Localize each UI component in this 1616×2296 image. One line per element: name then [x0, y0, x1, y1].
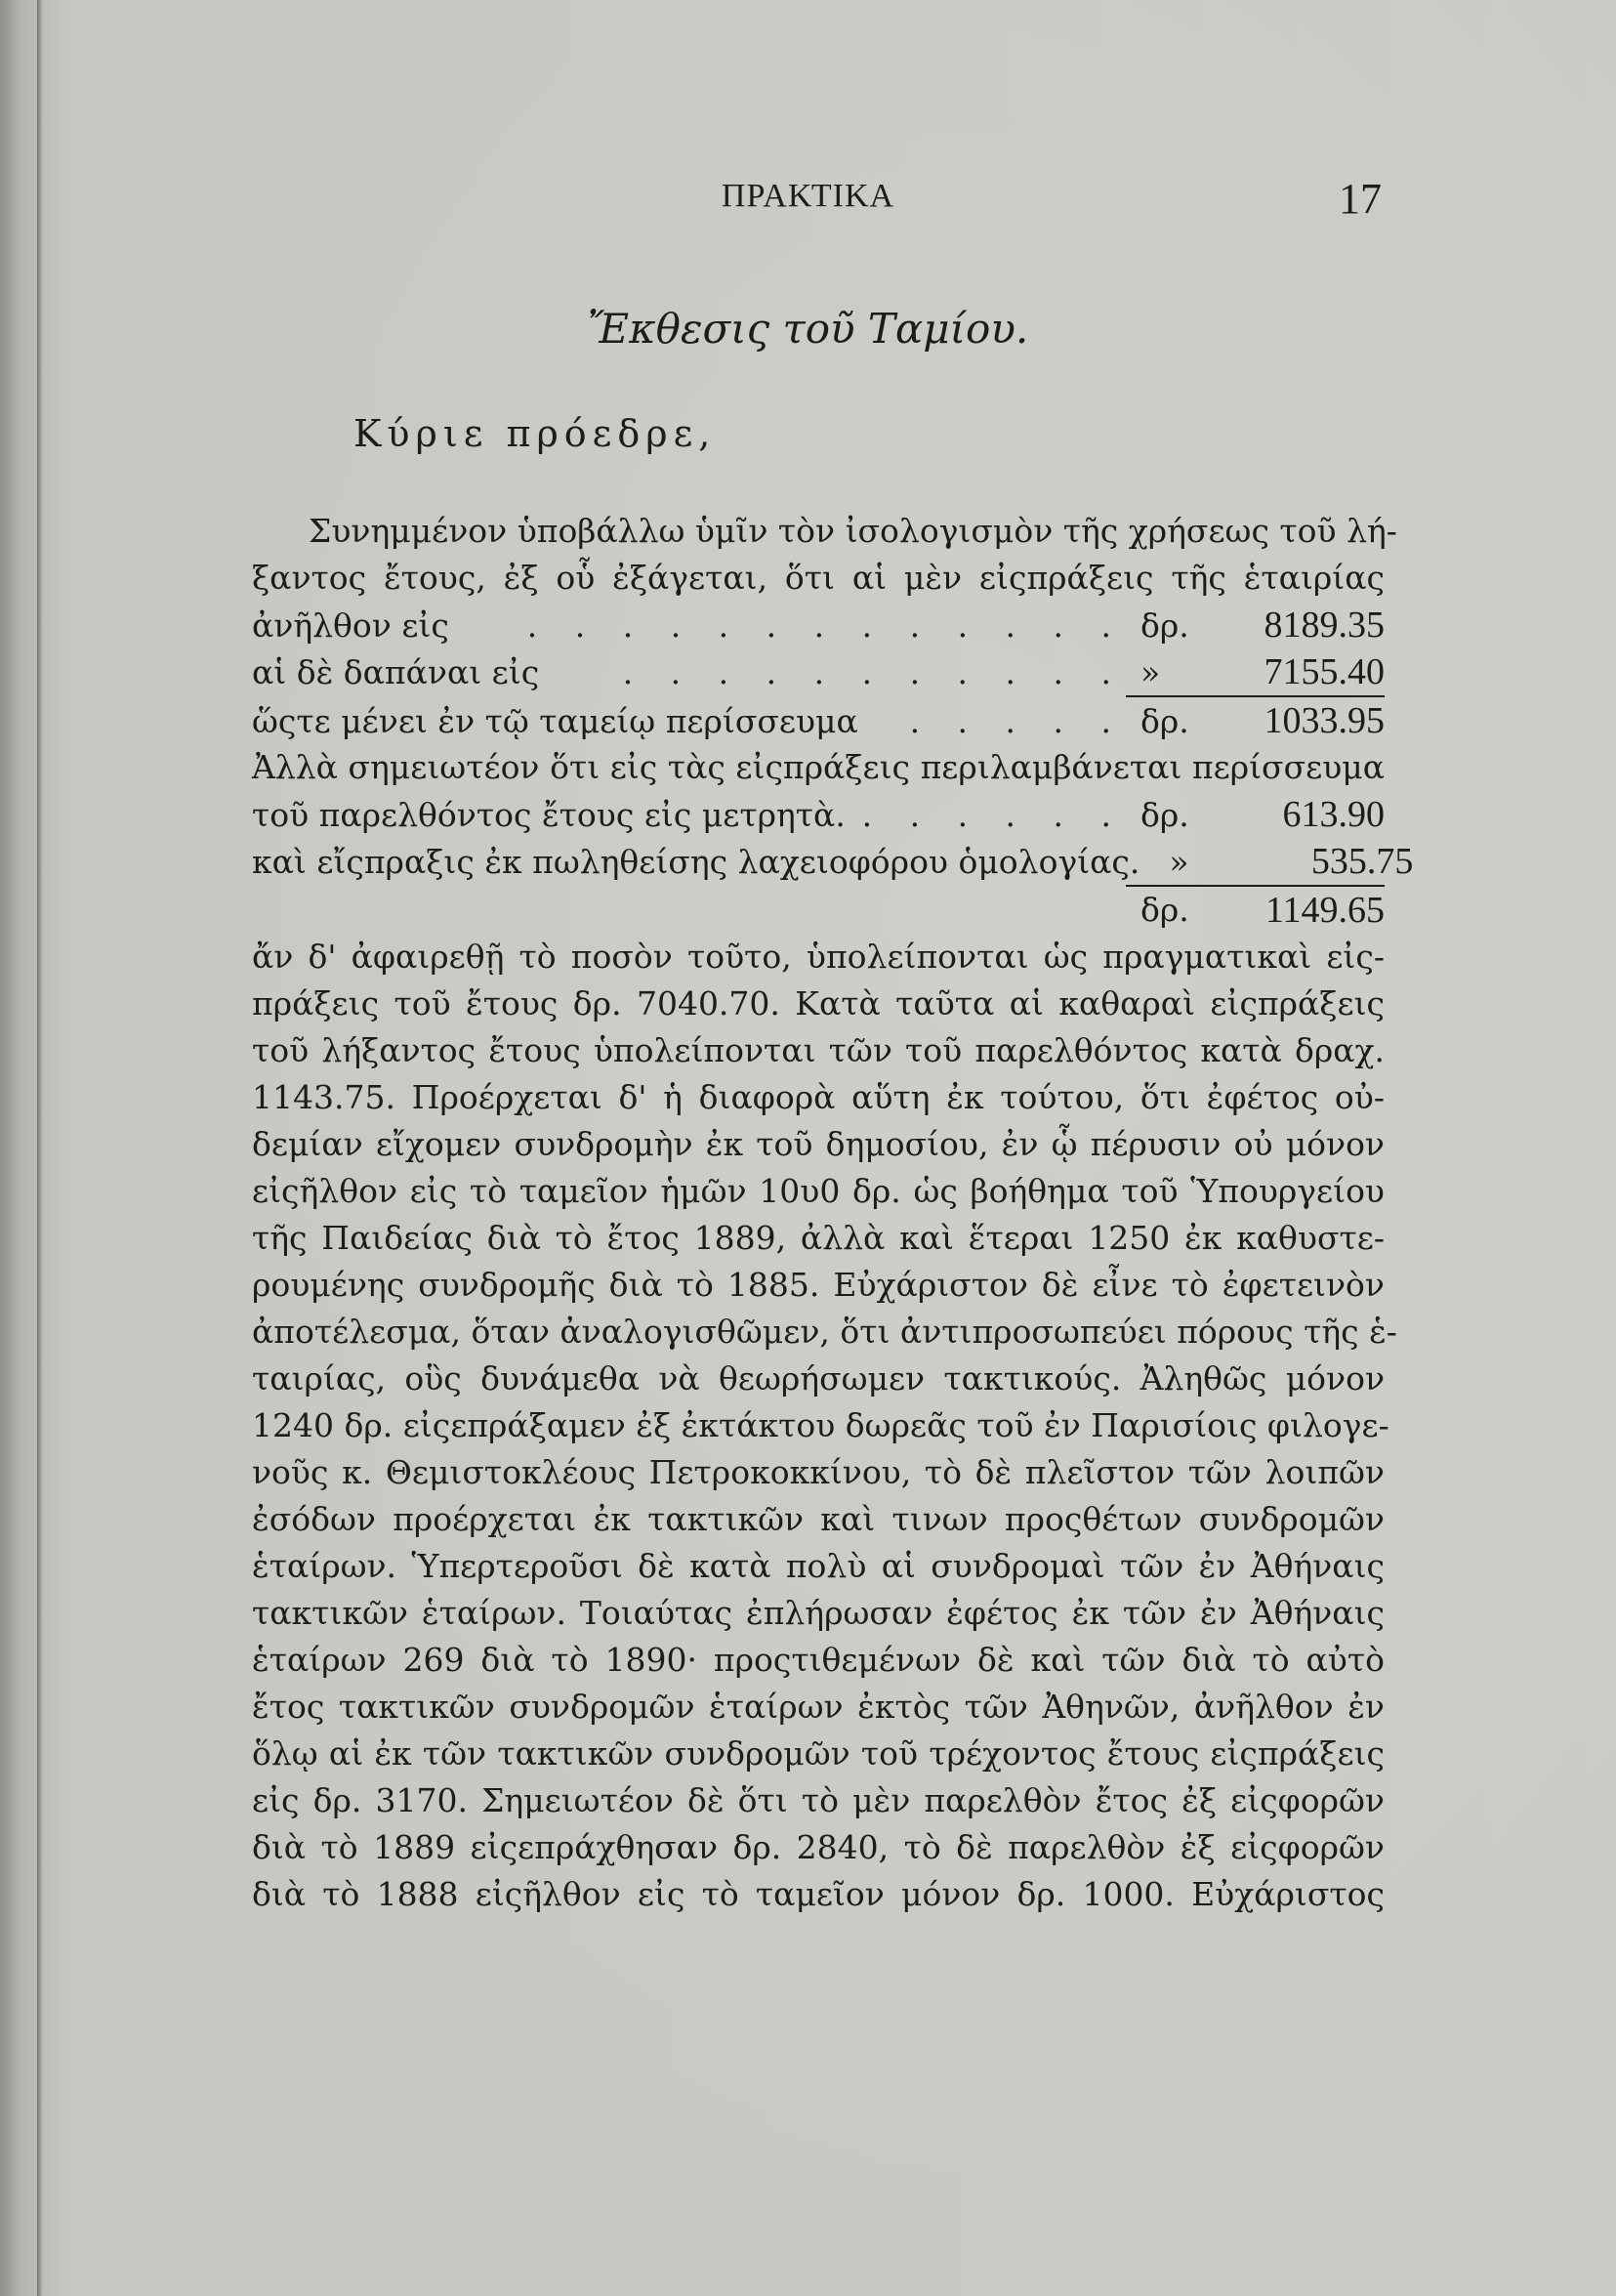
text-line: πράξεις τοῦ ἔτους δρ. 7040.70. Κατὰ ταῦτα αἱ καθαραὶ εἰςπράξεις: [252, 984, 1385, 1023]
account-row-expenses: [252, 648, 1385, 695]
account-label: καὶ εἴςπραξις ἐκ πωληθείσης λαχειοφόρου ὁμολογίας: [252, 843, 1130, 881]
leader-dots: . . . . . . . . . . .: [622, 653, 1125, 691]
section-title: Ἔκθεσις τοῦ Ταμίου.: [587, 305, 1029, 353]
leader-dots: . . . . .: [909, 702, 1125, 740]
page-header: [0, 174, 1616, 223]
leader-dots: .: [1129, 843, 1154, 881]
account-unit: δρ.: [1140, 702, 1189, 740]
text-line: ταιρίας, οὓς δυνάμεθα νὰ θεωρήσωμεν τακτικούς. Ἀληθῶς μόνον: [252, 1359, 1385, 1398]
text-line: ἔτος τακτικῶν συνδρομῶν ἑταίρων ἐκτὸς τῶν Ἀθηνῶν, ἀνῆλθον ἐν: [252, 1688, 1385, 1726]
text-line: τῆς Παιδείας διὰ τὸ ἔτος 1889, ἀλλὰ καὶ ἕτεραι 1250 ἐκ καθυστε-: [252, 1219, 1385, 1257]
account-amount: 8189.35: [1264, 605, 1385, 646]
leader-dots: . . . . . .: [861, 796, 1125, 834]
account-row-lottery: [252, 838, 1414, 885]
account-row-income: [252, 602, 1385, 648]
text-line: 1240 δρ. εἰςεπράξαμεν ἐξ ἐκτάκτου δωρεᾶς τοῦ ἐν Παρισίοις φιλογε-: [252, 1406, 1389, 1444]
text-line: ρουμένης συνδρομῆς διὰ τὸ 1885. Εὐχάριστον δὲ εἶνε τὸ ἐφετεινὸν: [252, 1266, 1385, 1304]
text-line: τακτικῶν ἑταίρων. Τοιαύτας ἐπλήρωσαν ἐφέτος ἐκ τῶν ἐν Ἀθήναις: [252, 1594, 1385, 1632]
salutation: Κύριε πρόεδρε,: [353, 412, 717, 455]
account-row-total: [252, 887, 1385, 934]
account-amount: 613.90: [1282, 794, 1385, 835]
text-line: ὅλῳ αἱ ἐκ τῶν τακτικῶν συνδρομῶν τοῦ τρέχοντος ἔτους εἰςπράξεις: [252, 1734, 1385, 1773]
page-number: 17: [1339, 175, 1382, 223]
account-amount: 1149.65: [1264, 890, 1385, 931]
account-row-previous: [252, 791, 1385, 838]
text-line: διὰ τὸ 1889 εἰςεπράχθησαν δρ. 2840, τὸ δὲ παρελθὸν ἐξ εἰςφορῶν: [252, 1828, 1385, 1866]
text-line: διὰ τὸ 1888 εἰςῆλθον εἰς τὸ ταμεῖον μόνον δρ. 1000. Εὐχάριστος: [252, 1875, 1385, 1913]
account-amount: 1033.95: [1264, 700, 1385, 741]
report-body: [252, 508, 1414, 1918]
text-line: ἑταίρων. Ὑπερτεροῦσι δὲ κατὰ πολὺ αἱ συνδρομαὶ τῶν ἐν Ἀθήναις: [252, 1547, 1385, 1585]
text-line: ἐσόδων προέρχεται ἐκ τακτικῶν καὶ τινων προςθέτων συνδρομῶν: [252, 1500, 1385, 1538]
account-label: τοῦ παρελθόντος ἔτους εἰς μετρητὰ.: [252, 796, 846, 834]
running-head: ΠΡΑΚΤΙΚΑ: [721, 178, 895, 214]
text-line: Ἀλλὰ σημειωτέον ὅτι εἰς τὰς εἰςπράξεις περιλαμβάνεται περίσσευμα: [252, 748, 1385, 786]
text-line: τοῦ λήξαντος ἔτους ὑπολείπονται τῶν τοῦ παρελθόντος κατὰ δραχ.: [252, 1031, 1385, 1069]
leader-dots: . . . . . . . . . . . . .: [526, 606, 1125, 645]
account-unit: δρ.: [1140, 891, 1189, 929]
text-line: Συνημμένον ὑποβάλλω ὑμῖν τὸν ἰσολογισμὸν τῆς χρήσεως τοῦ λή-: [309, 512, 1397, 550]
text-line: ξαντος ἔτους, ἐξ οὗ ἐξάγεται, ὅτι αἱ μὲν εἰςπράξεις τῆς ἑταιρίας: [252, 559, 1385, 597]
text-line: ἄν δ' ἀφαιρεθῇ τὸ ποσὸν τοῦτο, ὑπολείπονται ὡς πραγματικαὶ εἰς-: [252, 938, 1385, 976]
text-line: νοῦς κ. Θεμιστοκλέους Πετροκοκκίνου, τὸ δὲ πλεῖστον τῶν λοιπῶν: [252, 1453, 1385, 1491]
account-unit: »: [1169, 843, 1189, 881]
account-unit: »: [1140, 653, 1161, 691]
account-label: ὥςτε μένει ἐν τῷ ταμείῳ περίσσευμα: [252, 702, 858, 740]
text-line: 1143.75. Προέρχεται δ' ἡ διαφορὰ αὕτη ἐκ τούτου, ὅτι ἐφέτος οὐ-: [252, 1078, 1385, 1116]
account-row-surplus: [252, 697, 1385, 744]
text-line: ἀποτέλεσμα, ὅταν ἀναλογισθῶμεν, ὅτι ἀντιπροσωπεύει πόρους τῆς ἑ-: [252, 1313, 1397, 1351]
text-line: ἑταίρων 269 διὰ τὸ 1890· προςτιθεμένων δὲ καὶ τῶν διὰ τὸ αὐτὸ: [252, 1641, 1385, 1679]
text-line: δεμίαν εἴχομεν συνδρομὴν ἐκ τοῦ δημοσίου, ἐν ᾧ πέρυσιν οὐ μόνον: [252, 1125, 1385, 1163]
text-line: εἰςῆλθον εἰς τὸ ταμεῖον ἡμῶν 10υ0 δρ. ὡς βοήθημα τοῦ Ὑπουργείου: [252, 1172, 1385, 1210]
account-label: αἱ δὲ δαπάναι εἰς: [252, 653, 540, 691]
text-line: εἰς δρ. 3170. Σημειωτέον δὲ ὅτι τὸ μὲν παρελθὸν ἔτος ἐξ εἰςφορῶν: [252, 1781, 1385, 1819]
account-unit: δρ.: [1140, 796, 1189, 834]
account-unit: δρ.: [1140, 606, 1189, 645]
account-amount: 7155.40: [1264, 651, 1385, 692]
account-label: ἀνῆλθον εἰς: [252, 606, 449, 645]
account-amount: 535.75: [1310, 841, 1414, 882]
